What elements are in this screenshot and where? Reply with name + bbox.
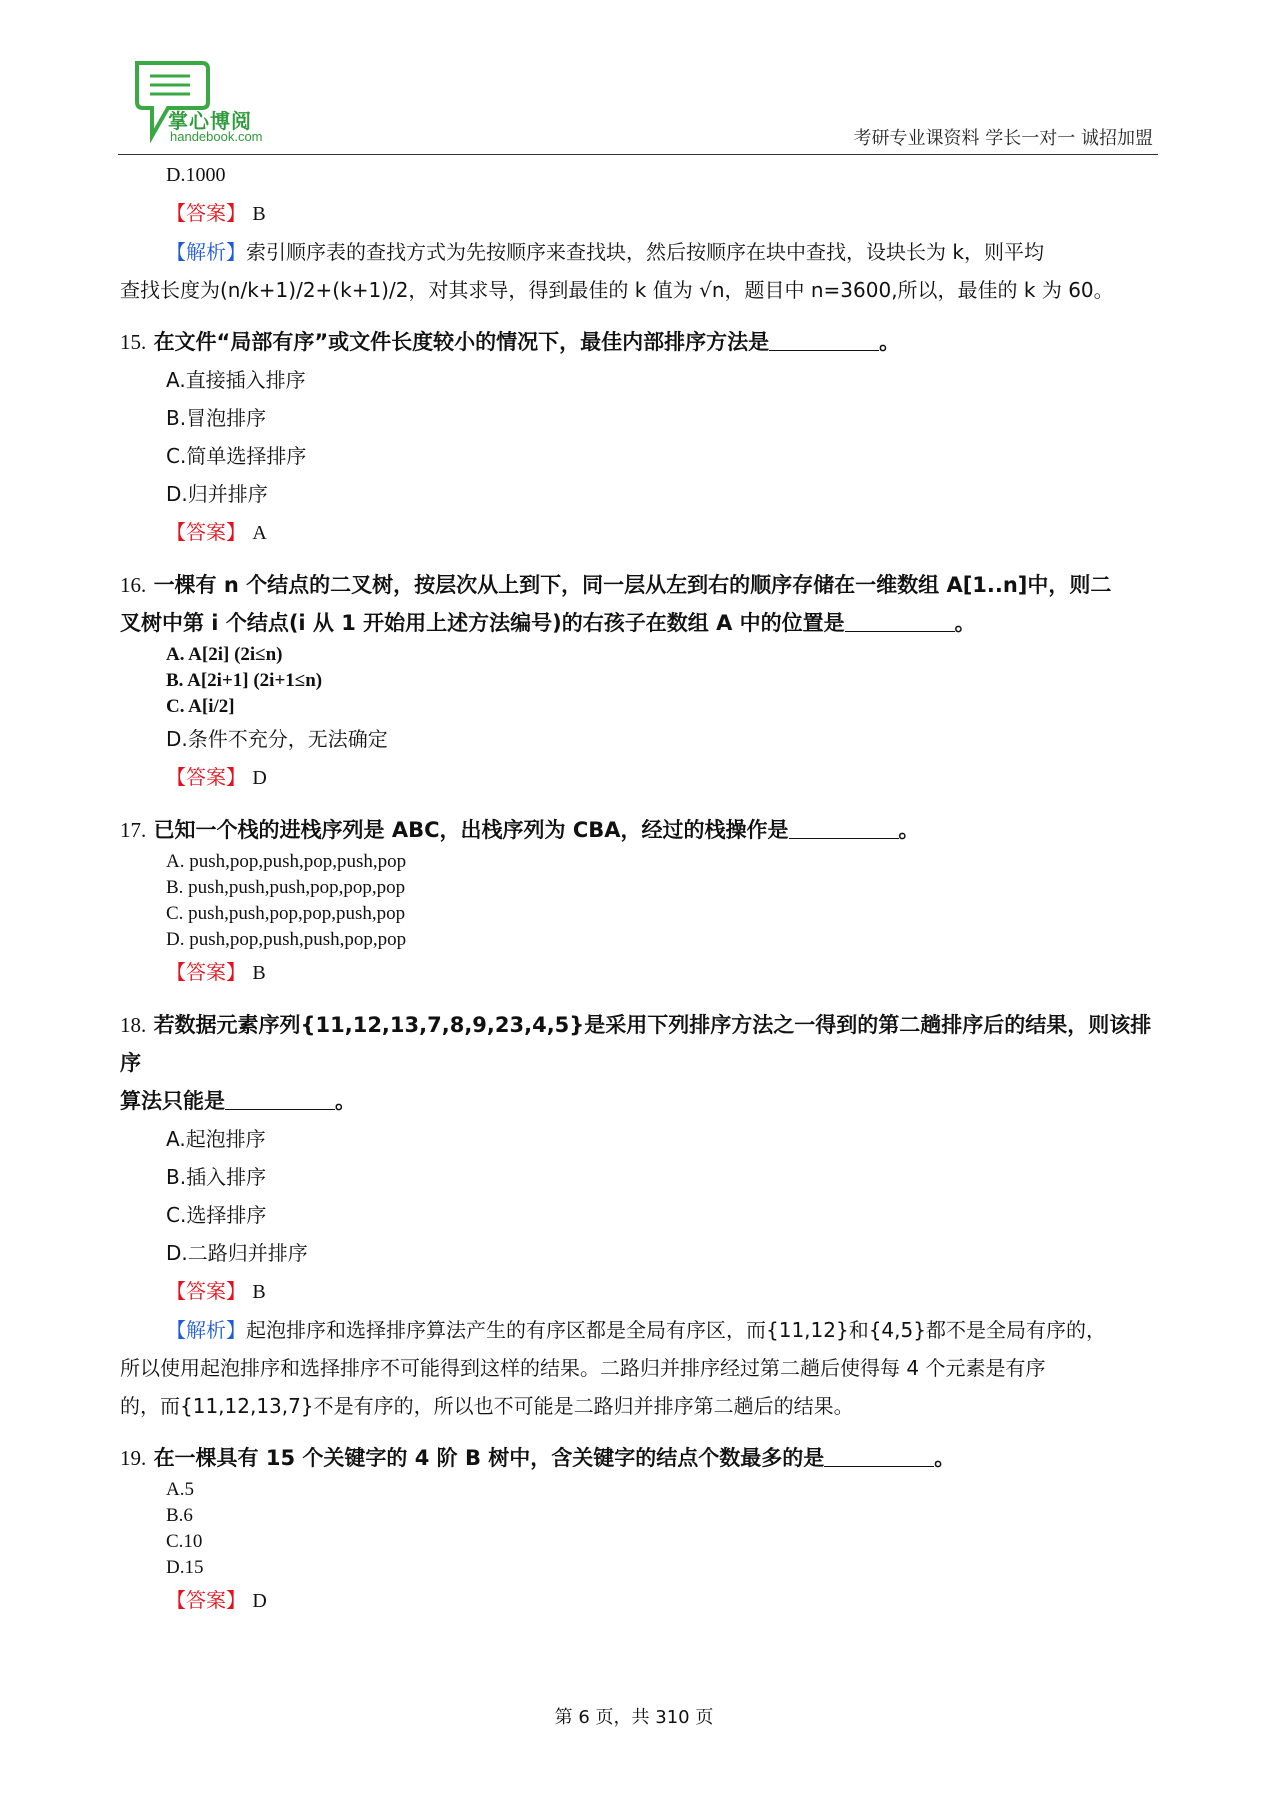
- q16-answer: [120, 758, 1160, 797]
- question-text: 算法只能是: [120, 1089, 225, 1113]
- q16-option-c: C. A[i/2]: [166, 696, 235, 717]
- q15-stem: [120, 323, 1160, 361]
- answer-value: D: [252, 767, 267, 789]
- question-end: 。: [954, 611, 976, 635]
- q19-answer: [120, 1581, 1160, 1620]
- answer-value: B: [252, 962, 266, 984]
- q18-analysis-line3: 的，而{11,12,13,7}不是有序的，所以也不可能是二路归并排序第二趟后的结果。: [120, 1394, 854, 1418]
- q14-analysis: [120, 233, 1160, 271]
- q17-option-b: B. push,push,push,pop,pop,pop: [166, 877, 406, 898]
- q19-stem: [120, 1439, 1160, 1477]
- q19-option-c: C.10: [166, 1531, 203, 1552]
- q15-answer: [120, 513, 1160, 552]
- q16-stem-line1: [120, 566, 1160, 604]
- answer-label: 【答案】: [166, 960, 246, 984]
- q18-option-c: C.选择排序: [166, 1203, 267, 1227]
- question-text: 叉树中第 i 个结点(i 从 1 开始用上述方法编号)的右孩子在数组 A 中的位置是: [120, 611, 845, 635]
- question-number: 19.: [120, 1446, 147, 1470]
- q16-option-b: B. A[2i+1] (2i+1≤n): [166, 670, 323, 691]
- question-number: 16.: [120, 573, 147, 597]
- q17-option-d: D. push,pop,push,push,pop,pop: [166, 929, 407, 950]
- question-text: 在一棵具有 15 个关键字的 4 阶 B 树中，含关键字的结点个数最多的是: [153, 1446, 825, 1470]
- answer-label: 【答案】: [166, 1279, 246, 1303]
- page-footer: 第 6 页，共 310 页: [554, 1707, 714, 1728]
- q15-option-c: C.简单选择排序: [166, 444, 307, 468]
- header-divider: [118, 154, 1158, 155]
- analysis-label: 【解析】: [166, 240, 246, 264]
- q19-option-a: A.5: [166, 1479, 194, 1500]
- answer-blank: [824, 1444, 934, 1467]
- q16-option-d: D.条件不充分，无法确定: [166, 727, 388, 751]
- answer-value: D: [252, 1590, 267, 1612]
- answer-blank: [845, 609, 955, 632]
- q14-option-d: D.1000: [166, 164, 226, 186]
- answer-value: A: [252, 522, 267, 544]
- answer-blank: [769, 328, 879, 351]
- answer-label: 【答案】: [166, 201, 246, 225]
- q19-option-b: B.6: [166, 1505, 193, 1526]
- header-tagline: 考研专业课资料 学长一对一 诚招加盟: [853, 128, 1153, 149]
- q14-answer: [120, 194, 1160, 233]
- analysis-line: 索引顺序表的查找方式为先按顺序来查找块，然后按顺序在块中查找，设块长为 k，则平均: [246, 240, 1044, 264]
- q18-analysis: [120, 1311, 1160, 1349]
- q14-analysis-line2: 查找长度为(n/k+1)/2+(k+1)/2，对其求导，得到最佳的 k 值为 √n，题目中 n=3600,所以，最佳的 k 为 60。: [120, 278, 1114, 302]
- question-text: 已知一个栈的进栈序列是 ABC，出栈序列为 CBA，经过的栈操作是: [153, 818, 789, 842]
- question-end: 。: [335, 1089, 356, 1113]
- answer-label: 【答案】: [166, 765, 246, 789]
- q17-option-a: A. push,pop,push,pop,push,pop: [166, 851, 407, 872]
- answer-label: 【答案】: [166, 1588, 246, 1612]
- q17-answer: [120, 953, 1160, 992]
- q18-analysis-line2: 所以使用起泡排序和选择排序不可能得到这样的结果。二路归并排序经过第二趟后使得每 4 个元素是有序: [120, 1356, 1046, 1380]
- answer-blank: [789, 816, 899, 839]
- question-text: 一棵有 n 个结点的二叉树，按层次从上到下，同一层从左到右的顺序存储在一维数组 A[1..n]中，则二: [153, 573, 1112, 597]
- q16-option-a: A. A[2i] (2i≤n): [166, 644, 283, 665]
- q16-stem-line2: [120, 604, 1160, 642]
- answer-blank: [225, 1087, 335, 1110]
- q15-option-d: D.归并排序: [166, 482, 268, 506]
- answer-value: B: [252, 1281, 266, 1303]
- logo-url: handebook.com: [170, 129, 263, 144]
- question-number: 15.: [120, 330, 147, 354]
- question-end: 。: [934, 1446, 956, 1470]
- question-number: 17.: [120, 818, 147, 842]
- answer-label: 【答案】: [166, 520, 246, 544]
- q18-option-d: D.二路归并排序: [166, 1241, 308, 1265]
- q18-option-a: A.起泡排序: [166, 1127, 266, 1151]
- q15-option-b: B.冒泡排序: [166, 406, 267, 430]
- page-content: [120, 156, 1160, 1620]
- question-end: 。: [898, 818, 920, 842]
- question-number: 18.: [120, 1013, 147, 1037]
- answer-value: B: [252, 203, 266, 225]
- q19-option-d: D.15: [166, 1557, 204, 1578]
- logo-text: 掌心博阅: [168, 109, 252, 133]
- analysis-line: 起泡排序和选择排序算法产生的有序区都是全局有序区，而{11,12}和{4,5}都不是全局有序的，: [246, 1318, 1106, 1342]
- q18-stem-line1: [120, 1006, 1160, 1082]
- question-end: 。: [879, 330, 901, 354]
- q18-stem-line2: [120, 1082, 1160, 1120]
- q17-option-c: C. push,push,pop,pop,push,pop: [166, 903, 406, 924]
- q18-answer: [120, 1272, 1160, 1311]
- q18-option-b: B.插入排序: [166, 1165, 267, 1189]
- analysis-label: 【解析】: [166, 1318, 246, 1342]
- q17-stem: [120, 811, 1160, 849]
- question-text: 在文件“局部有序”或文件长度较小的情况下，最佳内部排序方法是: [153, 330, 770, 354]
- q15-option-a: A.直接插入排序: [166, 368, 306, 392]
- question-text: 若数据元素序列{11,12,13,7,8,9,23,4,5}是采用下列排序方法之一得到的第二趟排序后的结果，则该排序: [120, 1013, 1152, 1075]
